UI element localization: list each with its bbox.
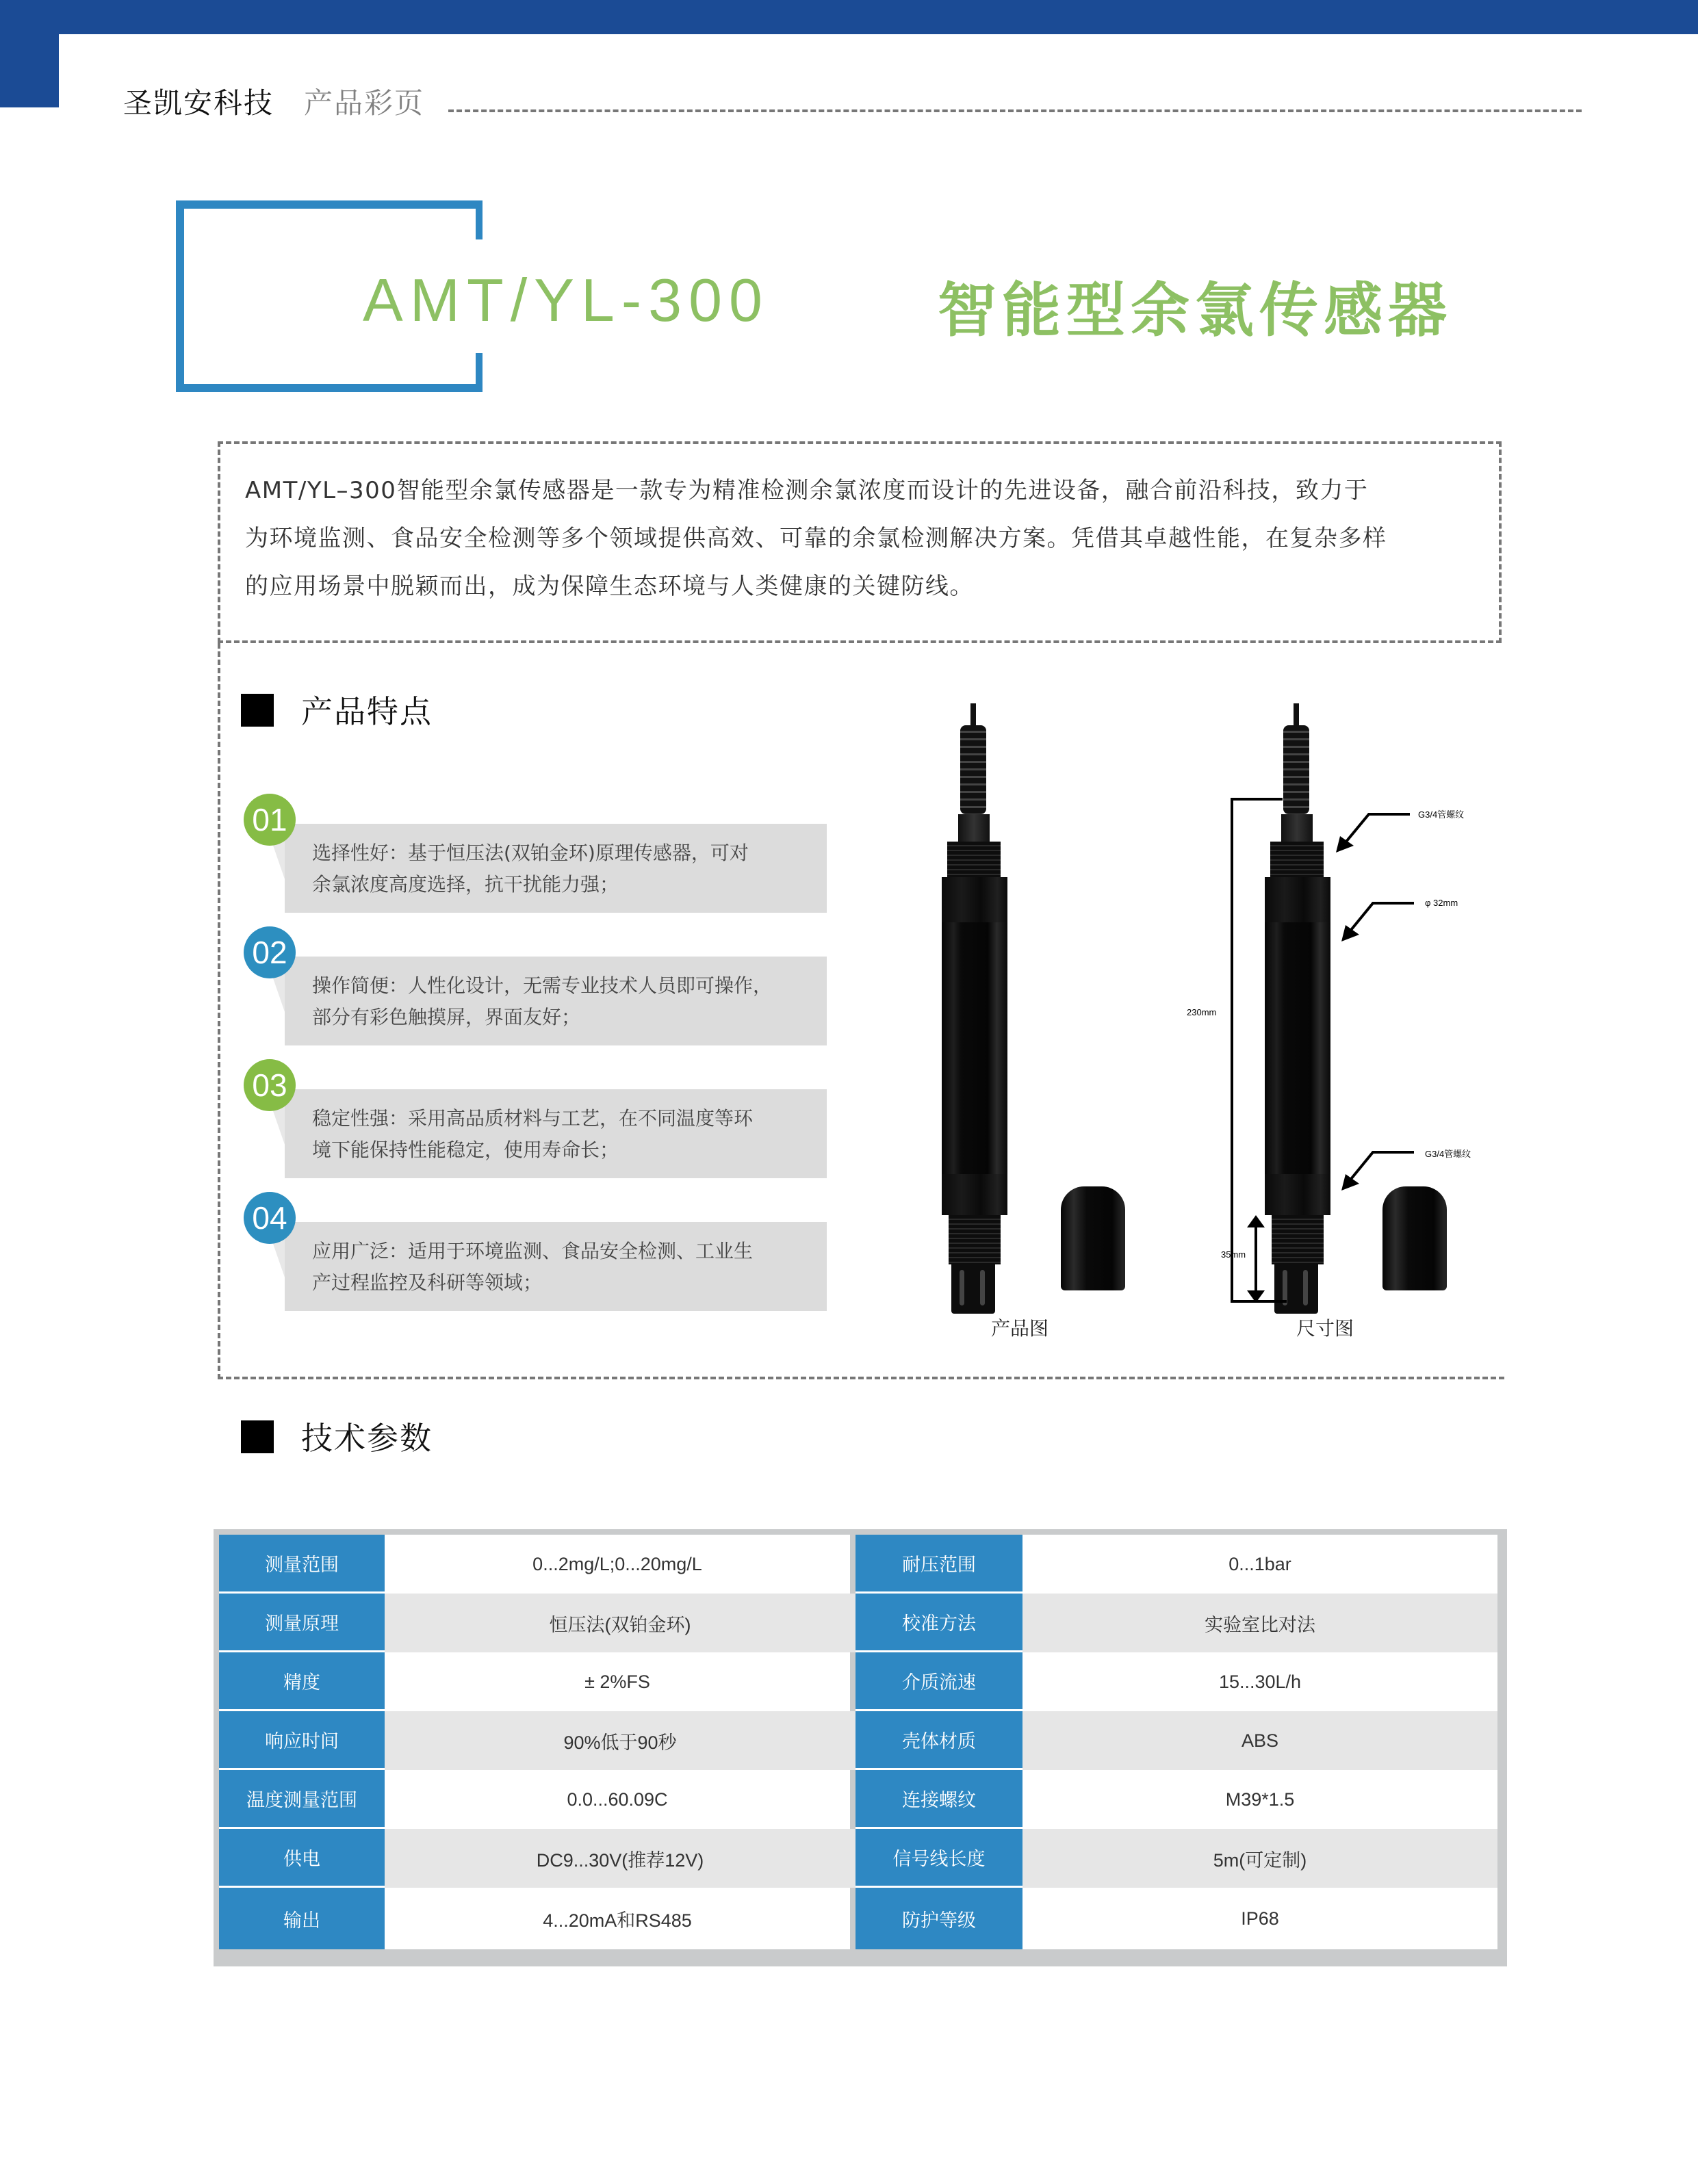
spec-key: 响应时间 (219, 1711, 385, 1770)
model-number: AMT/YL-300 (363, 266, 769, 334)
double-arrow-icon (1246, 1215, 1266, 1304)
spec-table (214, 1529, 1507, 1966)
feature-text-line: 产过程监控及科研等领域； (312, 1271, 543, 1294)
spec-key: 介质流速 (856, 1652, 1022, 1711)
features-border-bottom (218, 1377, 1504, 1379)
spec-key: 连接螺纹 (856, 1770, 1022, 1829)
spec-value: 0.0...60.09C (385, 1770, 850, 1829)
tip-length-label: 35mm (1221, 1249, 1246, 1260)
spec-key: 耐压范围 (856, 1535, 1022, 1594)
feature-text (312, 1103, 819, 1166)
table-row (219, 1652, 1497, 1711)
header-divider (448, 109, 1582, 112)
feature-text-line: 操作简便：人性化设计，无需专业技术人员即可操作， (312, 974, 773, 997)
arrow-icon (1335, 807, 1417, 855)
dimension-drawing-caption: 尺寸图 (1296, 1317, 1354, 1340)
feature-text-line: 境下能保持性能稳定，使用寿命长； (312, 1139, 619, 1161)
description-text (245, 467, 1477, 610)
spec-key: 供电 (219, 1829, 385, 1888)
spec-value: 5m(可定制) (1022, 1829, 1497, 1888)
feature-number-badge: 04 (244, 1192, 296, 1244)
product-image (917, 698, 1122, 1300)
spec-value: IP68 (1022, 1888, 1497, 1949)
feature-item (252, 926, 827, 1028)
feature-number-badge: 03 (244, 1059, 296, 1111)
heading-square-icon (241, 1420, 274, 1453)
feature-item (252, 1192, 827, 1294)
feature-number-badge: 01 (244, 794, 296, 846)
dimension-drawing (1187, 698, 1513, 1300)
spec-key: 防护等级 (856, 1888, 1022, 1949)
spec-value: 15...30L/h (1022, 1652, 1497, 1711)
length-label: 230mm (1187, 1007, 1217, 1017)
table-row (219, 1535, 1497, 1594)
spec-value: 0...1bar (1022, 1535, 1497, 1594)
spec-value: 0...2mg/L;0...20mg/L (385, 1535, 850, 1594)
features-heading (241, 687, 433, 732)
brand-name: 圣凯安科技 (123, 86, 274, 120)
feature-text (312, 1236, 819, 1299)
product-name: 智能型余氯传感器 (938, 276, 1452, 345)
spec-key: 信号线长度 (856, 1829, 1022, 1888)
spec-key: 测量原理 (219, 1594, 385, 1652)
dimension-line-230 (1231, 798, 1233, 1303)
product-image-caption: 产品图 (991, 1317, 1049, 1340)
features-heading-label: 产品特点 (301, 693, 433, 730)
spec-value: M39*1.5 (1022, 1770, 1497, 1829)
spec-value: ± 2%FS (385, 1652, 850, 1711)
table-row (219, 1594, 1497, 1652)
header-left-tab (0, 0, 59, 107)
feature-text-line: 余氯浓度高度选择，抗干扰能力强； (312, 873, 619, 896)
table-row (219, 1711, 1497, 1770)
arrow-icon (1339, 896, 1421, 944)
feature-text-line: 应用广泛：适用于环境监测、食品安全检测、工业生 (312, 1240, 754, 1262)
description-line: 为环境监测、食品安全检测等多个领域提供高效、可靠的余氯检测解决方案。凭借其卓越性能，在复杂多样 (245, 525, 1387, 552)
diameter-label: φ 32mm (1425, 898, 1458, 908)
spec-key: 壳体材质 (856, 1711, 1022, 1770)
feature-text-line: 部分有彩色触摸屏，界面友好； (312, 1006, 581, 1028)
spec-key: 精度 (219, 1652, 385, 1711)
features-border-left (218, 643, 220, 1379)
spec-value: 实验室比对法 (1022, 1594, 1497, 1652)
table-row (219, 1770, 1497, 1829)
arrow-icon (1339, 1145, 1421, 1193)
feature-text-line: 选择性好：基于恒压法(双铂金环)原理传感器，可对 (312, 842, 749, 864)
spec-key: 温度测量范围 (219, 1770, 385, 1829)
table-row (219, 1888, 1497, 1949)
feature-number-badge: 02 (244, 926, 296, 978)
feature-item (252, 1059, 827, 1161)
spec-value: 90%低于90秒 (385, 1711, 856, 1770)
specs-heading (241, 1414, 433, 1459)
table-row (219, 1829, 1497, 1888)
spec-value: 恒压法(双铂金环) (385, 1594, 856, 1652)
spec-value: DC9...30V(推荐12V) (385, 1829, 856, 1888)
description-line: 的应用场景中脱颖而出，成为保障生态环境与人类健康的关键防线。 (245, 573, 974, 600)
thread-top-label: G3/4管螺纹 (1418, 809, 1465, 820)
spec-value: ABS (1022, 1711, 1497, 1770)
brochure-label: 产品彩页 (304, 86, 425, 120)
spec-key: 测量范围 (219, 1535, 385, 1594)
feature-text (312, 837, 819, 900)
heading-square-icon (241, 694, 274, 727)
description-line: AMT/YL–300智能型余氯传感器是一款专为精准检测余氯浓度而设计的先进设备，融合前沿科技，致力于 (245, 477, 1369, 504)
thread-bottom-label: G3/4管螺纹 (1425, 1149, 1471, 1159)
spec-key: 输出 (219, 1888, 385, 1949)
header-band (0, 0, 1698, 34)
spec-value: 4...20mA和RS485 (385, 1888, 850, 1949)
dimension-tick-top (1231, 798, 1283, 801)
feature-item (252, 794, 827, 896)
spec-key: 校准方法 (856, 1594, 1022, 1652)
feature-text (312, 970, 819, 1033)
feature-text-line: 稳定性强：采用高品质材料与工艺，在不同温度等环 (312, 1107, 754, 1130)
specs-heading-label: 技术参数 (301, 1420, 433, 1457)
